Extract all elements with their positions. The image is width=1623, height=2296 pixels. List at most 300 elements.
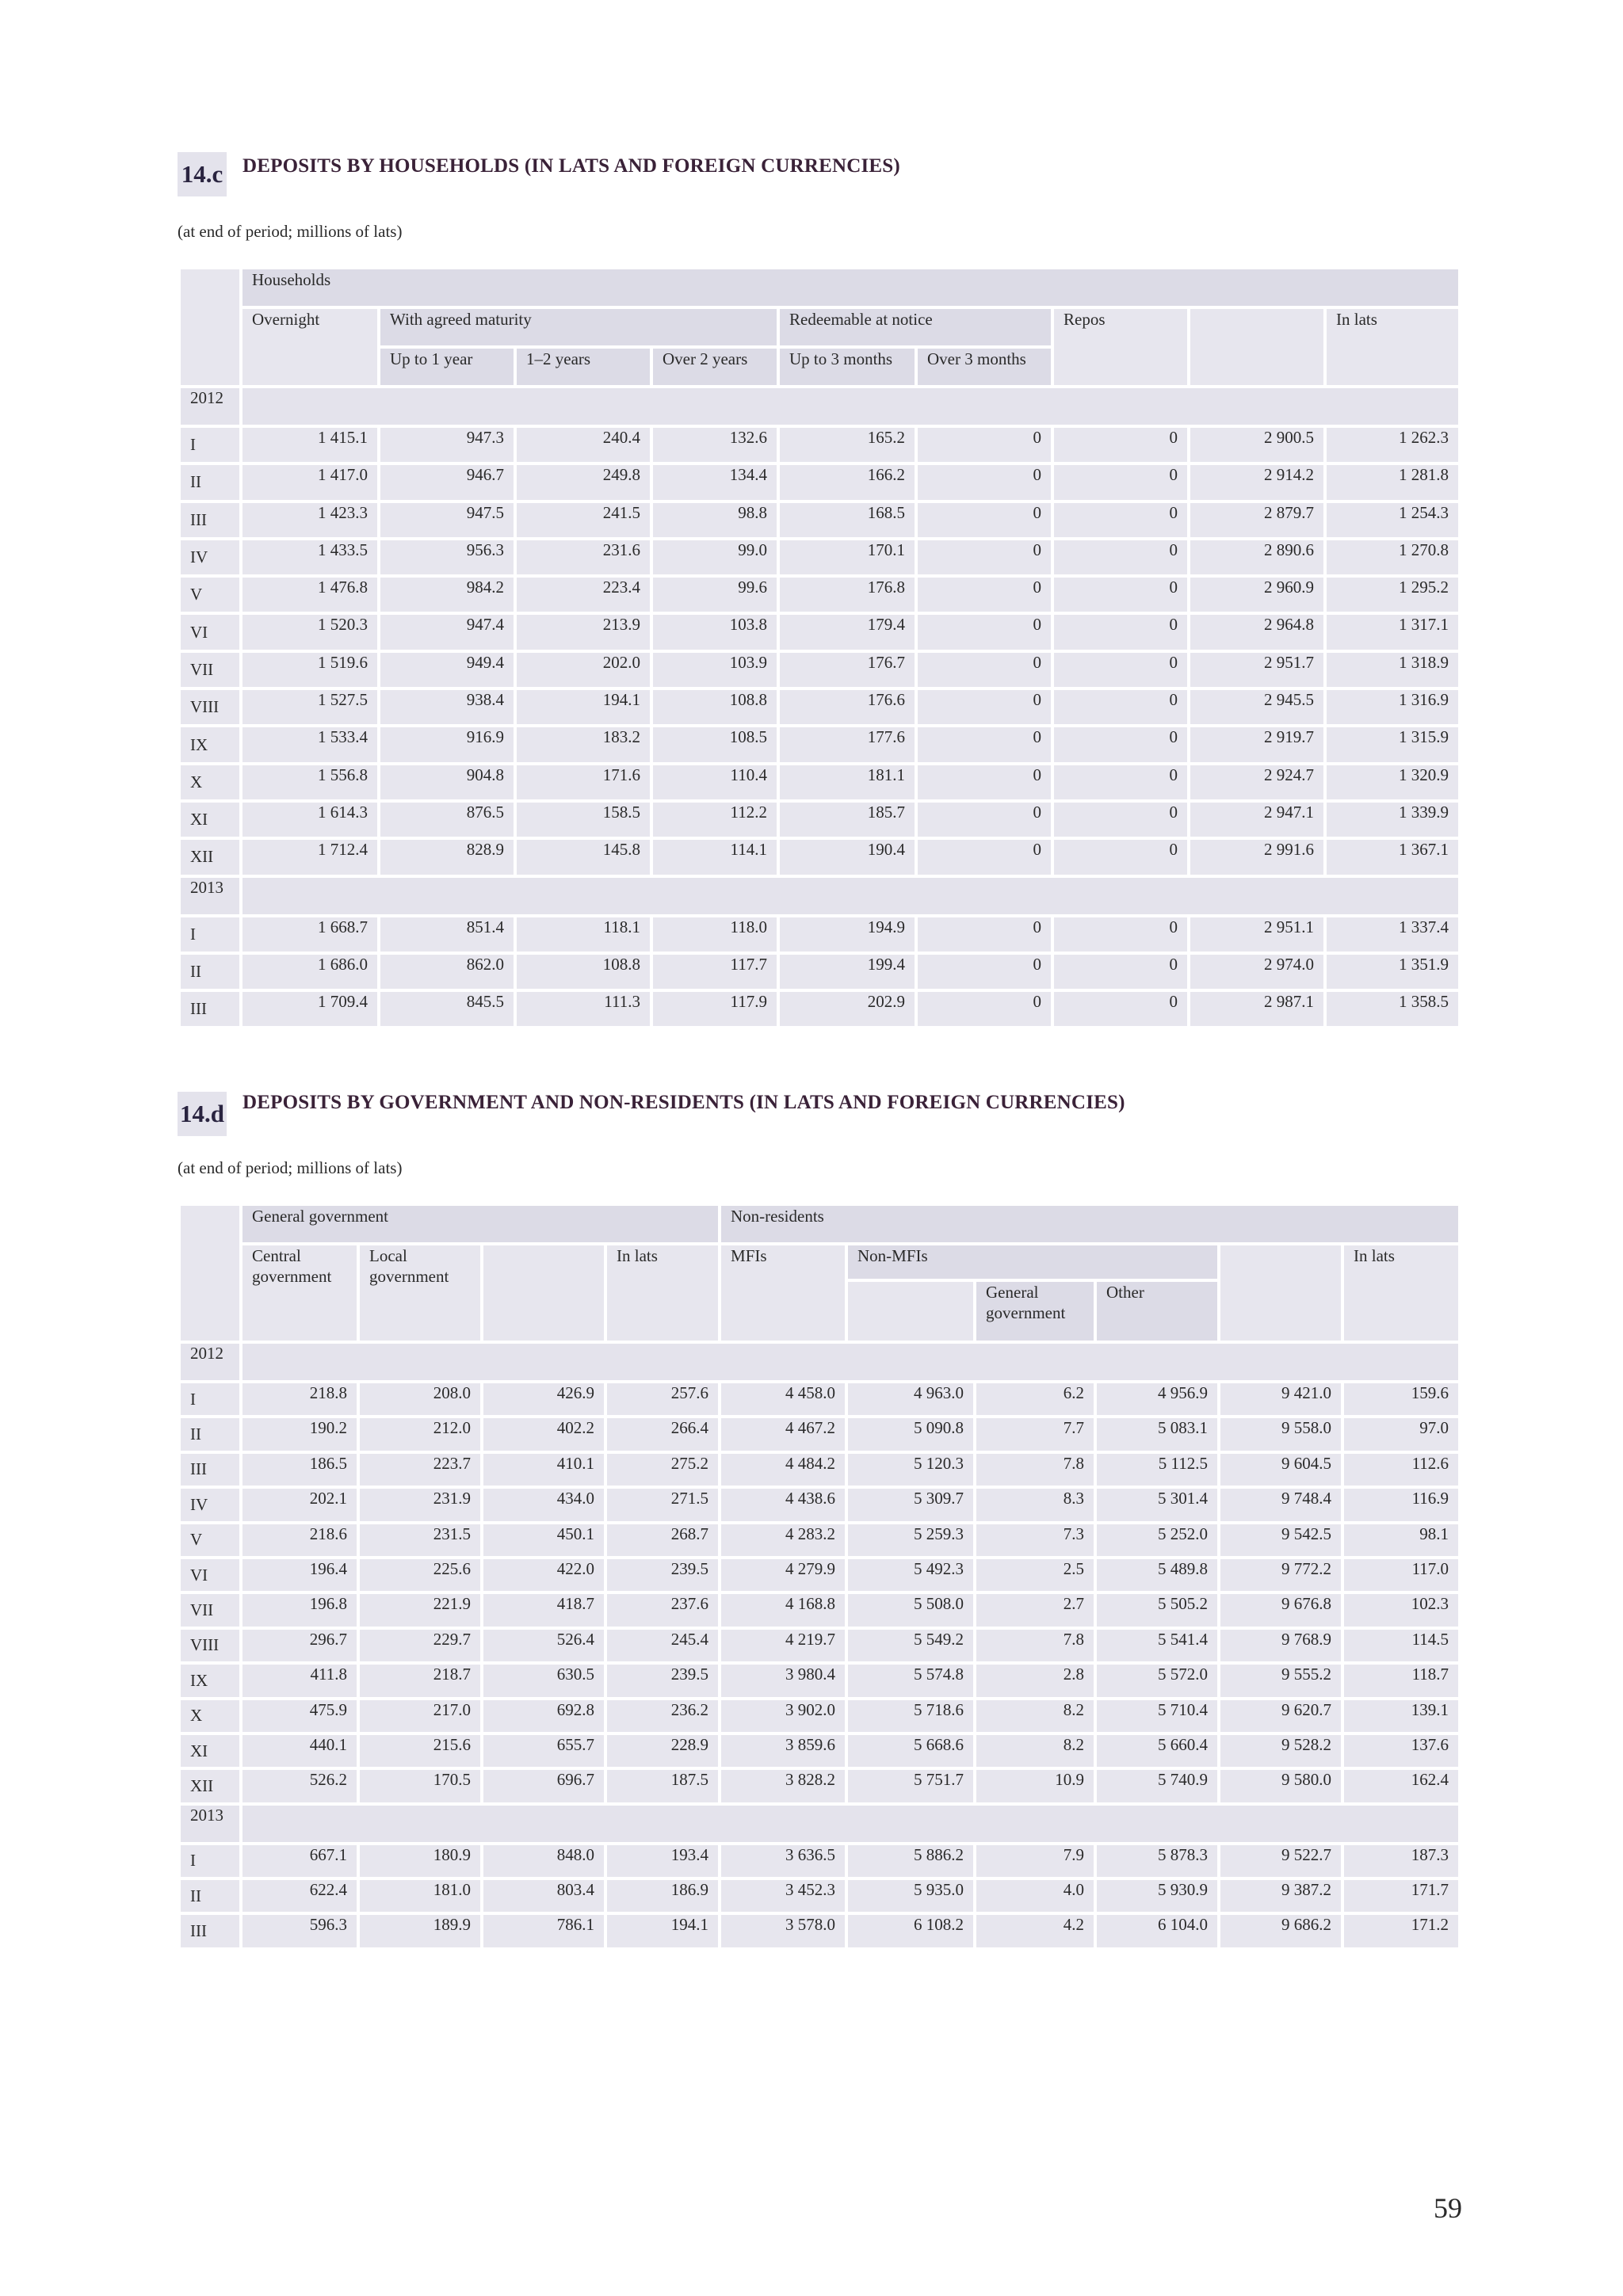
table-cell: 202.1 xyxy=(241,1487,358,1522)
table-row xyxy=(179,764,1460,801)
table-cell: 171.2 xyxy=(1342,1913,1460,1948)
table-cell: 4.2 xyxy=(975,1913,1095,1948)
table-cell: 4 168.8 xyxy=(720,1592,846,1627)
table-cell: 0 xyxy=(916,764,1052,801)
table-row xyxy=(179,726,1460,763)
table-cell: 5 710.4 xyxy=(1095,1699,1219,1733)
table-cell: 170.1 xyxy=(778,539,916,576)
month-label: IV xyxy=(179,1487,241,1522)
header-agreed-maturity: With agreed maturity xyxy=(379,307,778,347)
month-label: VII xyxy=(179,651,241,688)
table-cell: 9 748.4 xyxy=(1219,1487,1342,1522)
header-central-government: Central government xyxy=(241,1244,358,1342)
table-cell: 196.4 xyxy=(241,1558,358,1592)
month-label: III xyxy=(179,990,241,1028)
table-cell: 9 580.0 xyxy=(1219,1768,1342,1803)
table-row xyxy=(179,990,1460,1028)
table-cell: 0 xyxy=(1052,916,1189,953)
table-cell: 296.7 xyxy=(241,1628,358,1663)
month-label: I xyxy=(179,1844,241,1878)
table-cell: 98.8 xyxy=(651,502,778,539)
header-total xyxy=(1189,307,1325,387)
header-up-to-1-year: Up to 1 year xyxy=(379,347,515,387)
table-cell: 137.6 xyxy=(1342,1733,1460,1768)
table-cell: 0 xyxy=(1052,426,1189,463)
table-cell: 0 xyxy=(916,651,1052,688)
table-cell: 402.2 xyxy=(482,1417,605,1451)
table-cell: 117.0 xyxy=(1342,1558,1460,1592)
table-cell: 949.4 xyxy=(379,651,515,688)
table-cell: 9 604.5 xyxy=(1219,1452,1342,1487)
table-cell: 0 xyxy=(916,688,1052,726)
table-cell: 526.2 xyxy=(241,1768,358,1803)
table-cell: 132.6 xyxy=(651,426,778,463)
month-label: VI xyxy=(179,1558,241,1592)
table-row xyxy=(179,1663,1460,1698)
table-cell: 2 974.0 xyxy=(1189,953,1325,990)
table-cell: 241.5 xyxy=(515,502,651,539)
table-cell: 526.4 xyxy=(482,1628,605,1663)
table-cell: 5 492.3 xyxy=(846,1558,975,1592)
table-cell: 103.8 xyxy=(651,613,778,650)
table-cell: 3 859.6 xyxy=(720,1733,846,1768)
table-cell: 9 421.0 xyxy=(1219,1382,1342,1417)
table-cell: 114.1 xyxy=(651,838,778,875)
table-cell: 947.5 xyxy=(379,502,515,539)
table-cell: 8.2 xyxy=(975,1733,1095,1768)
table-cell: 5 572.0 xyxy=(1095,1663,1219,1698)
table-cell: 8.3 xyxy=(975,1487,1095,1522)
table-row xyxy=(179,613,1460,650)
table-cell: 2 914.2 xyxy=(1189,463,1325,501)
table-cell: 5 878.3 xyxy=(1095,1844,1219,1878)
table-cell: 1 433.5 xyxy=(241,539,379,576)
table-cell: 916.9 xyxy=(379,726,515,763)
table-row xyxy=(179,1628,1460,1663)
month-label: I xyxy=(179,426,241,463)
table-cell: 170.5 xyxy=(358,1768,482,1803)
table-cell: 434.0 xyxy=(482,1487,605,1522)
table-cell: 851.4 xyxy=(379,916,515,953)
table-cell: 185.7 xyxy=(778,801,916,838)
table-cell: 5 259.3 xyxy=(846,1523,975,1558)
table-cell: 6 108.2 xyxy=(846,1913,975,1948)
table-cell: 4 963.0 xyxy=(846,1382,975,1417)
table-row xyxy=(179,576,1460,613)
table-cell: 0 xyxy=(1052,990,1189,1028)
header-nm-other: Other xyxy=(1095,1280,1219,1342)
table-cell: 194.1 xyxy=(605,1913,720,1948)
table-cell: 3 828.2 xyxy=(720,1768,846,1803)
table-cell: 1 415.1 xyxy=(241,426,379,463)
year-label: 2012 xyxy=(179,1342,241,1382)
table-row xyxy=(179,1523,1460,1558)
table-cell: 1 318.9 xyxy=(1325,651,1460,688)
header-up-to-3-months: Up to 3 months xyxy=(778,347,916,387)
table-cell: 450.1 xyxy=(482,1523,605,1558)
table-row xyxy=(179,1878,1460,1913)
table-cell: 218.7 xyxy=(358,1663,482,1698)
table-cell: 171.7 xyxy=(1342,1878,1460,1913)
table-cell: 2 991.6 xyxy=(1189,838,1325,875)
table-cell: 202.0 xyxy=(515,651,651,688)
month-label: III xyxy=(179,502,241,539)
table-cell: 239.5 xyxy=(605,1558,720,1592)
table-cell: 249.8 xyxy=(515,463,651,501)
table-cell: 7.8 xyxy=(975,1452,1095,1487)
table-cell: 3 452.3 xyxy=(720,1878,846,1913)
month-label: X xyxy=(179,764,241,801)
table-cell: 117.7 xyxy=(651,953,778,990)
header-non-mfis-total xyxy=(846,1280,975,1342)
header-non-residents: Non-residents xyxy=(720,1204,1460,1244)
table-cell: 3 902.0 xyxy=(720,1699,846,1733)
table-cell: 4 279.9 xyxy=(720,1558,846,1592)
table-cell: 4 956.9 xyxy=(1095,1382,1219,1417)
table-cell: 268.7 xyxy=(605,1523,720,1558)
month-label: IX xyxy=(179,726,241,763)
month-label: XI xyxy=(179,801,241,838)
table-cell: 1 337.4 xyxy=(1325,916,1460,953)
table-cell: 0 xyxy=(1052,539,1189,576)
table-cell: 904.8 xyxy=(379,764,515,801)
table-cell: 2 890.6 xyxy=(1189,539,1325,576)
table-cell: 221.9 xyxy=(358,1592,482,1627)
table-cell: 116.9 xyxy=(1342,1487,1460,1522)
header-in-lats: In lats xyxy=(1325,307,1460,387)
table-cell: 112.6 xyxy=(1342,1452,1460,1487)
month-label: X xyxy=(179,1699,241,1733)
table-cell: 2 987.1 xyxy=(1189,990,1325,1028)
table-cell: 2.5 xyxy=(975,1558,1095,1592)
table-cell: 1 527.5 xyxy=(241,688,379,726)
table-cell: 956.3 xyxy=(379,539,515,576)
table-cell: 596.3 xyxy=(241,1913,358,1948)
table-cell: 2 900.5 xyxy=(1189,426,1325,463)
table-cell: 5 751.7 xyxy=(846,1768,975,1803)
table-cell: 98.1 xyxy=(1342,1523,1460,1558)
table-cell: 176.6 xyxy=(778,688,916,726)
table-cell: 1 614.3 xyxy=(241,801,379,838)
month-label: II xyxy=(179,953,241,990)
table-cell: 622.4 xyxy=(241,1878,358,1913)
table-cell: 3 636.5 xyxy=(720,1844,846,1878)
table-cell: 202.9 xyxy=(778,990,916,1028)
table-cell: 5 549.2 xyxy=(846,1628,975,1663)
table-cell: 5 541.4 xyxy=(1095,1628,1219,1663)
table-cell: 1 317.1 xyxy=(1325,613,1460,650)
table-cell: 696.7 xyxy=(482,1768,605,1803)
table-row xyxy=(179,1417,1460,1451)
table-cell: 0 xyxy=(916,539,1052,576)
stub-header-cell xyxy=(179,268,241,387)
table-cell: 102.3 xyxy=(1342,1592,1460,1627)
page-number: 59 xyxy=(1434,2192,1462,2224)
header-gg-total xyxy=(482,1244,605,1342)
table-cell: 1 358.5 xyxy=(1325,990,1460,1028)
table-cell: 139.1 xyxy=(1342,1699,1460,1733)
month-label: XII xyxy=(179,1768,241,1803)
table-cell: 5 508.0 xyxy=(846,1592,975,1627)
table-cell: 159.6 xyxy=(1342,1382,1460,1417)
table-cell: 5 740.9 xyxy=(1095,1768,1219,1803)
table-cell: 5 090.8 xyxy=(846,1417,975,1451)
header-repos: Repos xyxy=(1052,307,1189,387)
table-cell: 186.9 xyxy=(605,1878,720,1913)
table-cell: 0 xyxy=(916,613,1052,650)
table-cell: 0 xyxy=(916,801,1052,838)
table-cell: 118.7 xyxy=(1342,1663,1460,1698)
table-cell: 218.8 xyxy=(241,1382,358,1417)
month-label: I xyxy=(179,916,241,953)
table-cell: 5 886.2 xyxy=(846,1844,975,1878)
table-cell: 2 951.1 xyxy=(1189,916,1325,953)
table-cell: 9 558.0 xyxy=(1219,1417,1342,1451)
table-cell: 5 112.5 xyxy=(1095,1452,1219,1487)
table-cell: 193.4 xyxy=(605,1844,720,1878)
table-title: DEPOSITS BY GOVERNMENT AND NON-RESIDENTS (IN LATS AND FOREIGN CURRENCIES) xyxy=(242,1092,1125,1113)
table-row xyxy=(179,463,1460,501)
table-cell: 4 438.6 xyxy=(720,1487,846,1522)
table-cell: 2 919.7 xyxy=(1189,726,1325,763)
table-cell: 1 339.9 xyxy=(1325,801,1460,838)
table-cell: 240.4 xyxy=(515,426,651,463)
table-cell: 2.8 xyxy=(975,1663,1095,1698)
table-cell: 0 xyxy=(916,953,1052,990)
table-row xyxy=(179,651,1460,688)
table-cell: 239.5 xyxy=(605,1663,720,1698)
year-row-fill xyxy=(241,387,1460,426)
table-cell: 3 980.4 xyxy=(720,1663,846,1698)
header-households: Households xyxy=(241,268,1460,307)
header-mfis: MFIs xyxy=(720,1244,846,1342)
table-cell: 9 772.2 xyxy=(1219,1558,1342,1592)
table-cell: 1 270.8 xyxy=(1325,539,1460,576)
table-cell: 6.2 xyxy=(975,1382,1095,1417)
table-cell: 237.6 xyxy=(605,1592,720,1627)
table-cell: 0 xyxy=(916,916,1052,953)
month-label: II xyxy=(179,463,241,501)
table-cell: 231.5 xyxy=(358,1523,482,1558)
table-cell: 2 947.1 xyxy=(1189,801,1325,838)
table-cell: 212.0 xyxy=(358,1417,482,1451)
table-cell: 111.3 xyxy=(515,990,651,1028)
table-cell: 10.9 xyxy=(975,1768,1095,1803)
table-cell: 938.4 xyxy=(379,688,515,726)
table-row xyxy=(179,1768,1460,1803)
month-label: IV xyxy=(179,539,241,576)
header-nr-total xyxy=(1219,1244,1342,1342)
households-deposits-table xyxy=(178,266,1461,1029)
year-label: 2013 xyxy=(179,1804,241,1844)
month-label: XI xyxy=(179,1733,241,1768)
table-cell: 114.5 xyxy=(1342,1628,1460,1663)
table-cell: 271.5 xyxy=(605,1487,720,1522)
header-general-government: General government xyxy=(241,1204,720,1244)
table-cell: 0 xyxy=(1052,801,1189,838)
table-cell: 1 315.9 xyxy=(1325,726,1460,763)
table-cell: 190.4 xyxy=(778,838,916,875)
table-cell: 8.2 xyxy=(975,1699,1095,1733)
year-row-fill xyxy=(241,1342,1460,1382)
table-cell: 984.2 xyxy=(379,576,515,613)
table-cell: 181.1 xyxy=(778,764,916,801)
table-cell: 5 718.6 xyxy=(846,1699,975,1733)
table-cell: 667.1 xyxy=(241,1844,358,1878)
table-cell: 0 xyxy=(916,838,1052,875)
table-cell: 1 533.4 xyxy=(241,726,379,763)
table-cell: 118.0 xyxy=(651,916,778,953)
table-cell: 692.8 xyxy=(482,1699,605,1733)
table-cell: 257.6 xyxy=(605,1382,720,1417)
table-row xyxy=(179,1487,1460,1522)
month-label: III xyxy=(179,1913,241,1948)
table-cell: 176.7 xyxy=(778,651,916,688)
table-cell: 0 xyxy=(916,576,1052,613)
table-cell: 0 xyxy=(1052,838,1189,875)
table-row xyxy=(179,1592,1460,1627)
month-label: VII xyxy=(179,1592,241,1627)
table-cell: 1 262.3 xyxy=(1325,426,1460,463)
table-cell: 1 519.6 xyxy=(241,651,379,688)
table-cell: 410.1 xyxy=(482,1452,605,1487)
table-cell: 946.7 xyxy=(379,463,515,501)
table-cell: 275.2 xyxy=(605,1452,720,1487)
table-cell: 1 316.9 xyxy=(1325,688,1460,726)
table-cell: 231.9 xyxy=(358,1487,482,1522)
table-cell: 0 xyxy=(1052,502,1189,539)
table-cell: 3 578.0 xyxy=(720,1913,846,1948)
table-cell: 223.7 xyxy=(358,1452,482,1487)
table-cell: 108.8 xyxy=(651,688,778,726)
stub-header-cell xyxy=(179,1204,241,1342)
table-cell: 112.2 xyxy=(651,801,778,838)
table-cell: 1 351.9 xyxy=(1325,953,1460,990)
table-cell: 9 528.2 xyxy=(1219,1733,1342,1768)
table-cell: 0 xyxy=(916,502,1052,539)
table-cell: 0 xyxy=(1052,463,1189,501)
table-cell: 5 083.1 xyxy=(1095,1417,1219,1451)
table-cell: 266.4 xyxy=(605,1417,720,1451)
table-cell: 1 423.3 xyxy=(241,502,379,539)
table-cell: 9 768.9 xyxy=(1219,1628,1342,1663)
table-cell: 117.9 xyxy=(651,990,778,1028)
table-cell: 5 489.8 xyxy=(1095,1558,1219,1592)
table-cell: 9 676.8 xyxy=(1219,1592,1342,1627)
table-cell: 0 xyxy=(916,990,1052,1028)
table-row xyxy=(179,1913,1460,1948)
table-cell: 5 668.6 xyxy=(846,1733,975,1768)
table-cell: 426.9 xyxy=(482,1382,605,1417)
table-cell: 0 xyxy=(1052,651,1189,688)
table-cell: 2 945.5 xyxy=(1189,688,1325,726)
table-cell: 9 686.2 xyxy=(1219,1913,1342,1948)
table-cell: 1 709.4 xyxy=(241,990,379,1028)
table-cell: 187.3 xyxy=(1342,1844,1460,1878)
table-cell: 228.9 xyxy=(605,1733,720,1768)
table-cell: 181.0 xyxy=(358,1878,482,1913)
table-subtitle: (at end of period; millions of lats) xyxy=(178,222,403,241)
table-cell: 4 219.7 xyxy=(720,1628,846,1663)
table-cell: 5 309.7 xyxy=(846,1487,975,1522)
table-cell: 9 542.5 xyxy=(1219,1523,1342,1558)
table-cell: 1 320.9 xyxy=(1325,764,1460,801)
year-label: 2012 xyxy=(179,387,241,426)
table-cell: 7.3 xyxy=(975,1523,1095,1558)
table-cell: 223.4 xyxy=(515,576,651,613)
header-over-3-months: Over 3 months xyxy=(916,347,1052,387)
header-nr-in-lats: In lats xyxy=(1342,1244,1460,1342)
table-cell: 177.6 xyxy=(778,726,916,763)
table-cell: 630.5 xyxy=(482,1663,605,1698)
table-row xyxy=(179,426,1460,463)
table-cell: 189.9 xyxy=(358,1913,482,1948)
header-nm-general-government: General government xyxy=(975,1280,1095,1342)
month-label: VIII xyxy=(179,688,241,726)
table-cell: 1 686.0 xyxy=(241,953,379,990)
table-cell: 171.6 xyxy=(515,764,651,801)
table-cell: 145.8 xyxy=(515,838,651,875)
month-label: XII xyxy=(179,838,241,875)
table-cell: 2 964.8 xyxy=(1189,613,1325,650)
table-cell: 9 555.2 xyxy=(1219,1663,1342,1698)
table-cell: 475.9 xyxy=(241,1699,358,1733)
table-cell: 245.4 xyxy=(605,1628,720,1663)
table-cell: 194.1 xyxy=(515,688,651,726)
table-cell: 4 283.2 xyxy=(720,1523,846,1558)
table-title: DEPOSITS BY HOUSEHOLDS (IN LATS AND FOREIGN CURRENCIES) xyxy=(242,155,900,177)
table-cell: 97.0 xyxy=(1342,1417,1460,1451)
table-cell: 215.6 xyxy=(358,1733,482,1768)
header-overnight: Overnight xyxy=(241,307,379,387)
table-cell: 165.2 xyxy=(778,426,916,463)
table-cell: 418.7 xyxy=(482,1592,605,1627)
table-cell: 190.2 xyxy=(241,1417,358,1451)
table-row xyxy=(179,1558,1460,1592)
table-cell: 0 xyxy=(916,426,1052,463)
table-cell: 208.0 xyxy=(358,1382,482,1417)
table-cell: 7.8 xyxy=(975,1628,1095,1663)
table-cell: 4.0 xyxy=(975,1878,1095,1913)
month-label: V xyxy=(179,576,241,613)
table-cell: 108.5 xyxy=(651,726,778,763)
table-cell: 1 668.7 xyxy=(241,916,379,953)
table-cell: 947.3 xyxy=(379,426,515,463)
table-cell: 4 467.2 xyxy=(720,1417,846,1451)
table-cell: 1 476.8 xyxy=(241,576,379,613)
table-cell: 1 254.3 xyxy=(1325,502,1460,539)
table-cell: 4 484.2 xyxy=(720,1452,846,1487)
month-label: VI xyxy=(179,613,241,650)
month-label: II xyxy=(179,1878,241,1913)
year-row-fill xyxy=(241,876,1460,916)
table-cell: 1 281.8 xyxy=(1325,463,1460,501)
table-cell: 5 935.0 xyxy=(846,1878,975,1913)
table-row xyxy=(179,953,1460,990)
table-cell: 166.2 xyxy=(778,463,916,501)
table-cell: 134.4 xyxy=(651,463,778,501)
table-cell: 231.6 xyxy=(515,539,651,576)
table-number-badge: 14.c xyxy=(178,152,227,196)
table-cell: 168.5 xyxy=(778,502,916,539)
table-row xyxy=(179,539,1460,576)
table-cell: 2 960.9 xyxy=(1189,576,1325,613)
table-row xyxy=(179,1844,1460,1878)
table-cell: 411.8 xyxy=(241,1663,358,1698)
table-cell: 1 712.4 xyxy=(241,838,379,875)
table-cell: 229.7 xyxy=(358,1628,482,1663)
table-cell: 118.1 xyxy=(515,916,651,953)
